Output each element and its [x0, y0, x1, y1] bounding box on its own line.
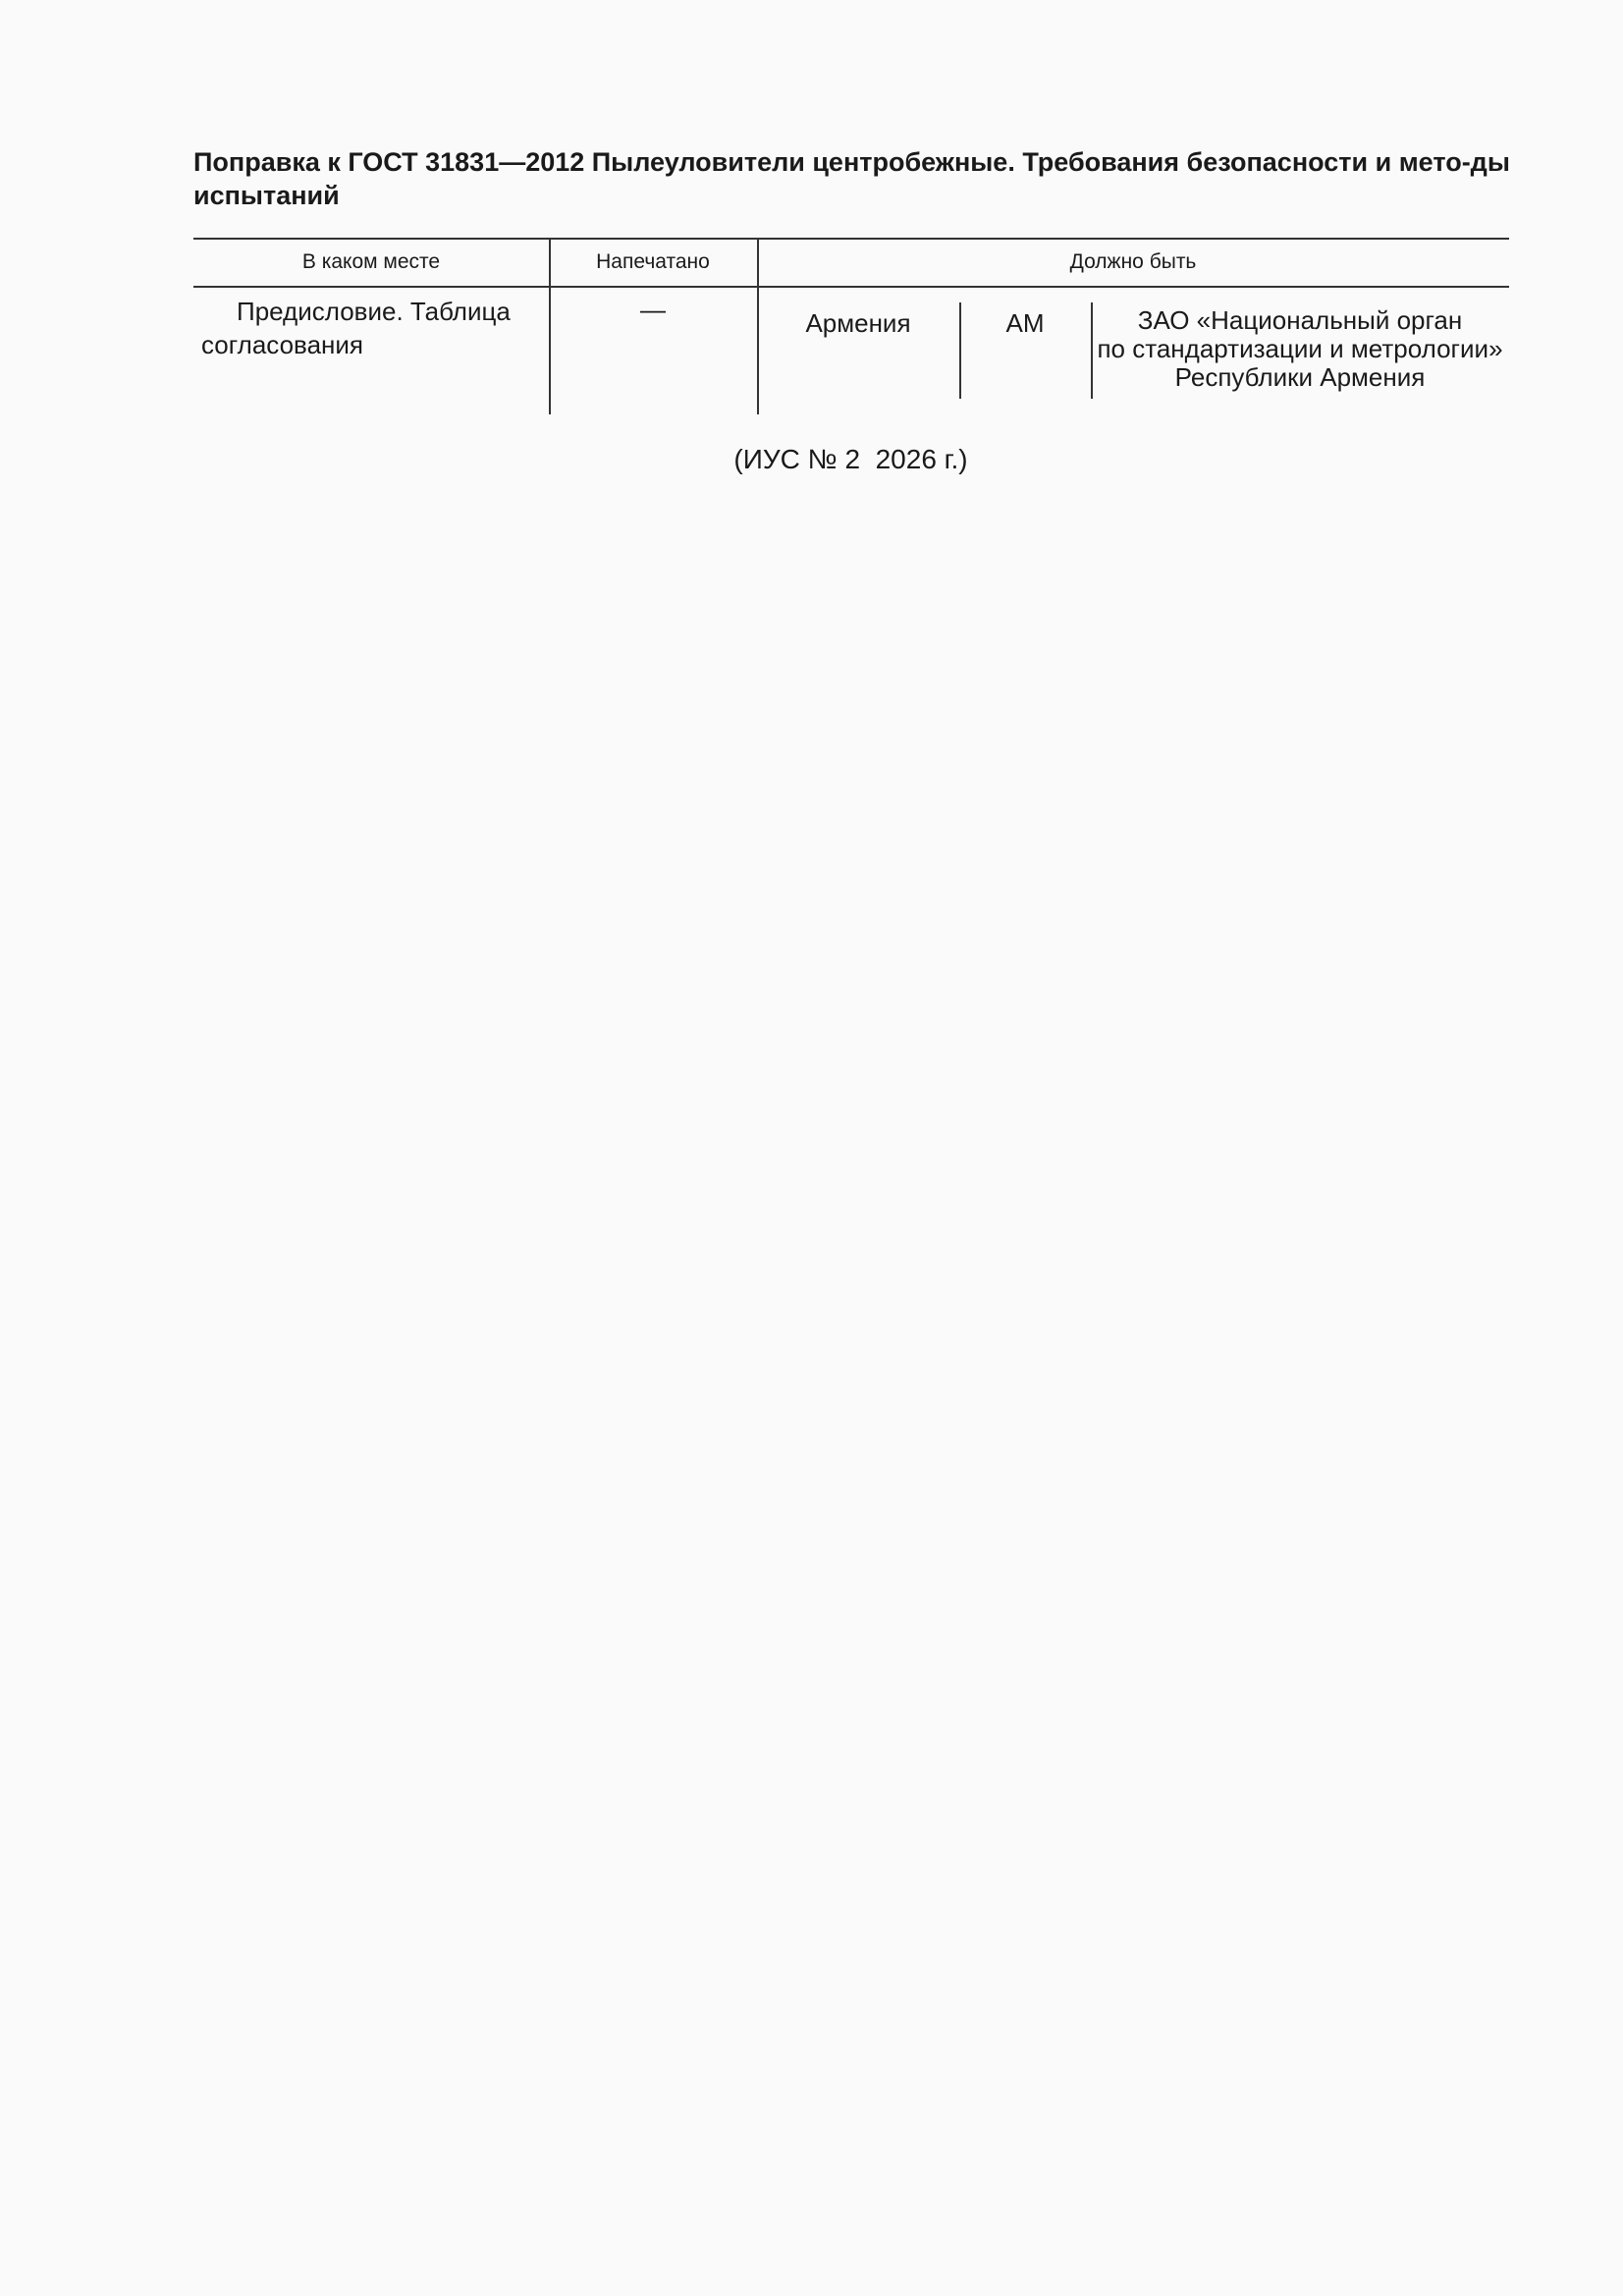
header-where: В каком месте: [301, 249, 441, 273]
organization-line: по стандартизации и метрологии»: [1097, 334, 1503, 363]
cell-organization: [1091, 306, 1509, 392]
organization-line: ЗАО «Национальный орган: [1137, 305, 1463, 335]
cell-country: Армения: [805, 308, 911, 338]
table-header-rule: [193, 286, 1509, 288]
document-title: Поправка к ГОСТ 31831—2012 Пылеуловители центробежные. Требования безопасности и мето-ды испытаний: [193, 147, 1510, 210]
header-printed: Напечатано: [596, 249, 710, 273]
cell-where: Предисловие. Таблица согласования: [201, 297, 511, 359]
organization-line: Республики Армения: [1174, 362, 1426, 392]
cell-country-code: AM: [1005, 308, 1045, 338]
cell-printed: —: [640, 295, 666, 324]
header-should-be: Должно быть: [1069, 249, 1197, 273]
correction-table: [193, 238, 1509, 416]
ius-reference: (ИУС № 2 2026 г.): [733, 444, 968, 474]
